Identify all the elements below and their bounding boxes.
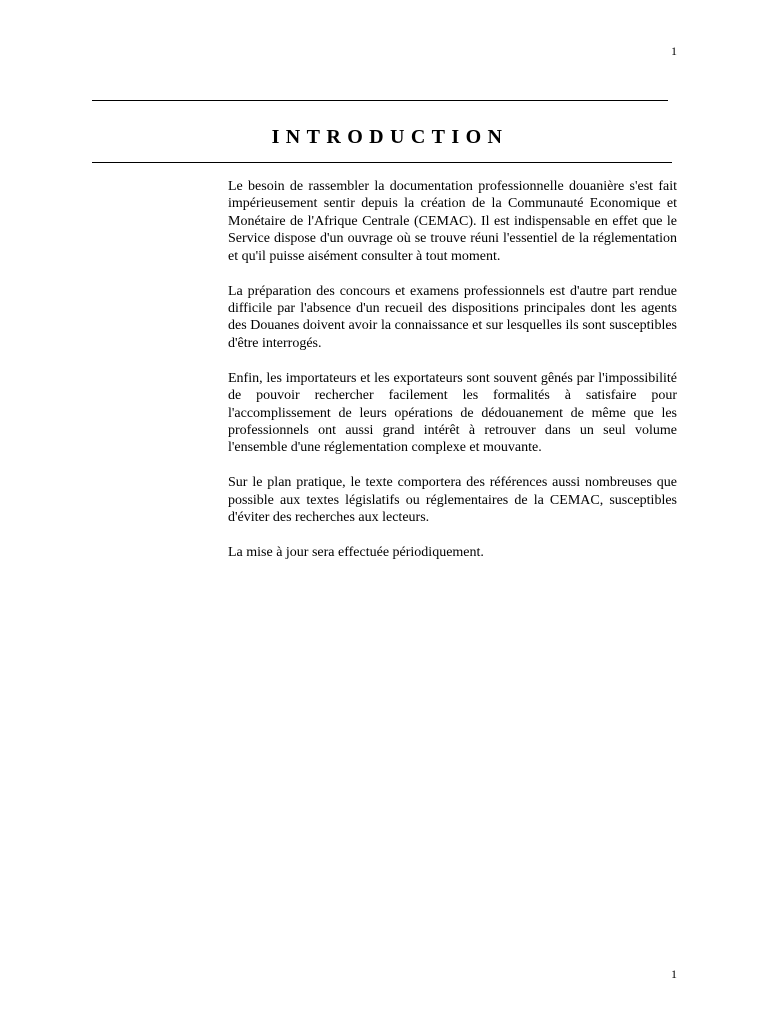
page-title: INTRODUCTION <box>271 126 509 148</box>
paragraph-4: Sur le plan pratique, le texte comportera des références aussi nombreuses que possible aux textes législatifs ou réglementaires de la CEMAC, susceptibles d'éviter des recherches aux lecteurs. <box>228 475 677 526</box>
header-page-number: 1 <box>671 44 677 58</box>
paragraph-1: Le besoin de rassembler la documentation professionnelle douanière s'est fait impérieusement sentir depuis la création de la Communauté Economique et Monétaire de l'Afrique Centrale (CEMAC). Il est indispensable en effet que le Service dispose d'un ouvrage où se trouve réuni l'essentiel de la réglementation et qu'il puisse aisément consulter à tout moment. <box>228 179 677 264</box>
paragraph-2: La préparation des concours et examens professionnels est d'autre part rendue difficile par l'absence d'un recueil des dispositions principales dont les agents des Douanes doivent avoir la connaissance et sur lesquelles ils sont susceptibles d'être interrogés. <box>228 283 677 351</box>
title-bottom-rule <box>92 162 672 163</box>
title-top-rule <box>92 100 668 101</box>
paragraph-5: La mise à jour sera effectuée périodiquement. <box>228 545 484 561</box>
footer-page-number: 1 <box>671 967 677 981</box>
introduction-body <box>228 178 677 579</box>
paragraph-3: Enfin, les importateurs et les exportateurs sont souvent gênés par l'impossibilité de pouvoir rechercher facilement les formalités à satisfaire pour l'accomplissement de leurs opérations de dédouanement de même que les professionnels ont aussi grand intérêt à retrouver dans un seul volume l'ensemble d'une réglementation complexe et mouvante. <box>228 370 677 456</box>
